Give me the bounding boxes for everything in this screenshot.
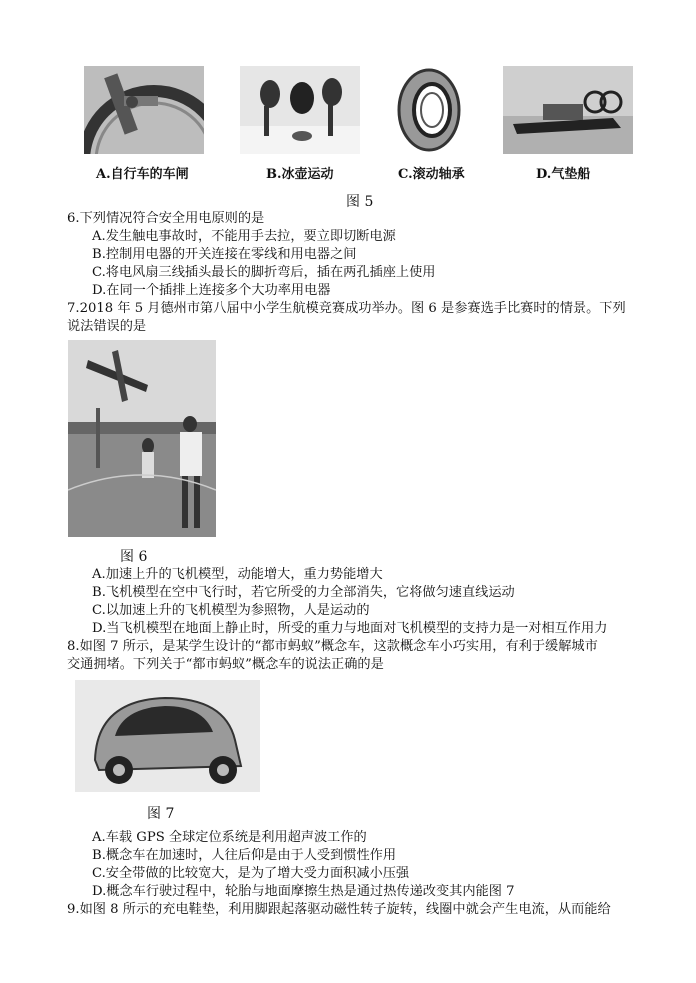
q8-stem-line2: 交通拥堵。下列关于“都市蚂蚁”概念车的说法正确的是: [67, 657, 384, 672]
q7-option-b: B.飞机模型在空中飞行时，若它所受的力全部消失，它将做匀速直线运动: [92, 585, 515, 600]
q7-option-c: C.以加速上升的飞机模型为参照物，人是运动的: [92, 603, 370, 618]
figure5-label: 图 5: [346, 194, 374, 210]
aircraft-model-photo: [68, 340, 216, 537]
figure5-caption-a: A.自行车的车闸: [96, 167, 189, 182]
q7-option-d: D.当飞机模型在地面上静止时，所受的重力与地面对飞机模型的支持力是一对相互作用力: [92, 621, 608, 636]
figure5-caption-b: B.冰壶运动: [266, 167, 334, 182]
q8-option-d: D.概念车行驶过程中，轮胎与地面摩擦生热是通过热传递改变其内能图 7: [92, 884, 515, 899]
figure5-caption-d: D.气垫船: [536, 167, 591, 182]
q6-option-c: C.将电风扇三线插头最长的脚折弯后，插在两孔插座上使用: [92, 265, 436, 280]
q7-stem-line2: 说法错误的是: [67, 319, 147, 334]
q8-option-c: C.安全带做的比较宽大，是为了增大受力面积减小压强: [92, 866, 410, 881]
q6-option-b: B.控制用电器的开关连接在零线和用电器之间: [92, 247, 357, 262]
bicycle-brake-photo: [84, 66, 204, 154]
q7-stem-line1: 7.2018 年 5 月德州市第八届中小学生航模竞赛成功举办。图 6 是参赛选手比赛时的情景。下列: [67, 301, 626, 316]
q8-option-b: B.概念车在加速时，人往后仰是由于人受到惯性作用: [92, 848, 397, 863]
q8-stem-line1: 8.如图 7 所示，是某学生设计的“都市蚂蚁”概念车，这款概念车小巧实用，有利于缓解城市: [67, 639, 598, 654]
q7-option-a: A.加速上升的飞机模型，动能增大，重力势能增大: [92, 567, 383, 582]
concept-car-photo: [75, 680, 260, 792]
figure7-label: 图 7: [147, 806, 175, 822]
q6-option-a: A.发生触电事故时，不能用手去拉，要立即切断电源: [92, 229, 396, 244]
q6-stem: 6.下列情况符合安全用电原则的是: [67, 211, 265, 226]
figure6-label: 图 6: [120, 549, 148, 565]
q8-option-a: A.车载 GPS 全球定位系统是利用超声波工作的: [92, 830, 367, 845]
figure5-caption-c: C.滚动轴承: [398, 167, 465, 182]
q6-option-d: D.在同一个插排上连接多个大功率用电器: [92, 283, 331, 298]
q9-stem-line1: 9.如图 8 所示的充电鞋垫，利用脚跟起落驱动磁性转子旋转，线圈中就会产生电流，从而能给: [67, 902, 611, 917]
curling-photo: [240, 66, 360, 154]
rolling-bearing-photo: [394, 66, 464, 154]
hovercraft-photo: [503, 66, 633, 154]
